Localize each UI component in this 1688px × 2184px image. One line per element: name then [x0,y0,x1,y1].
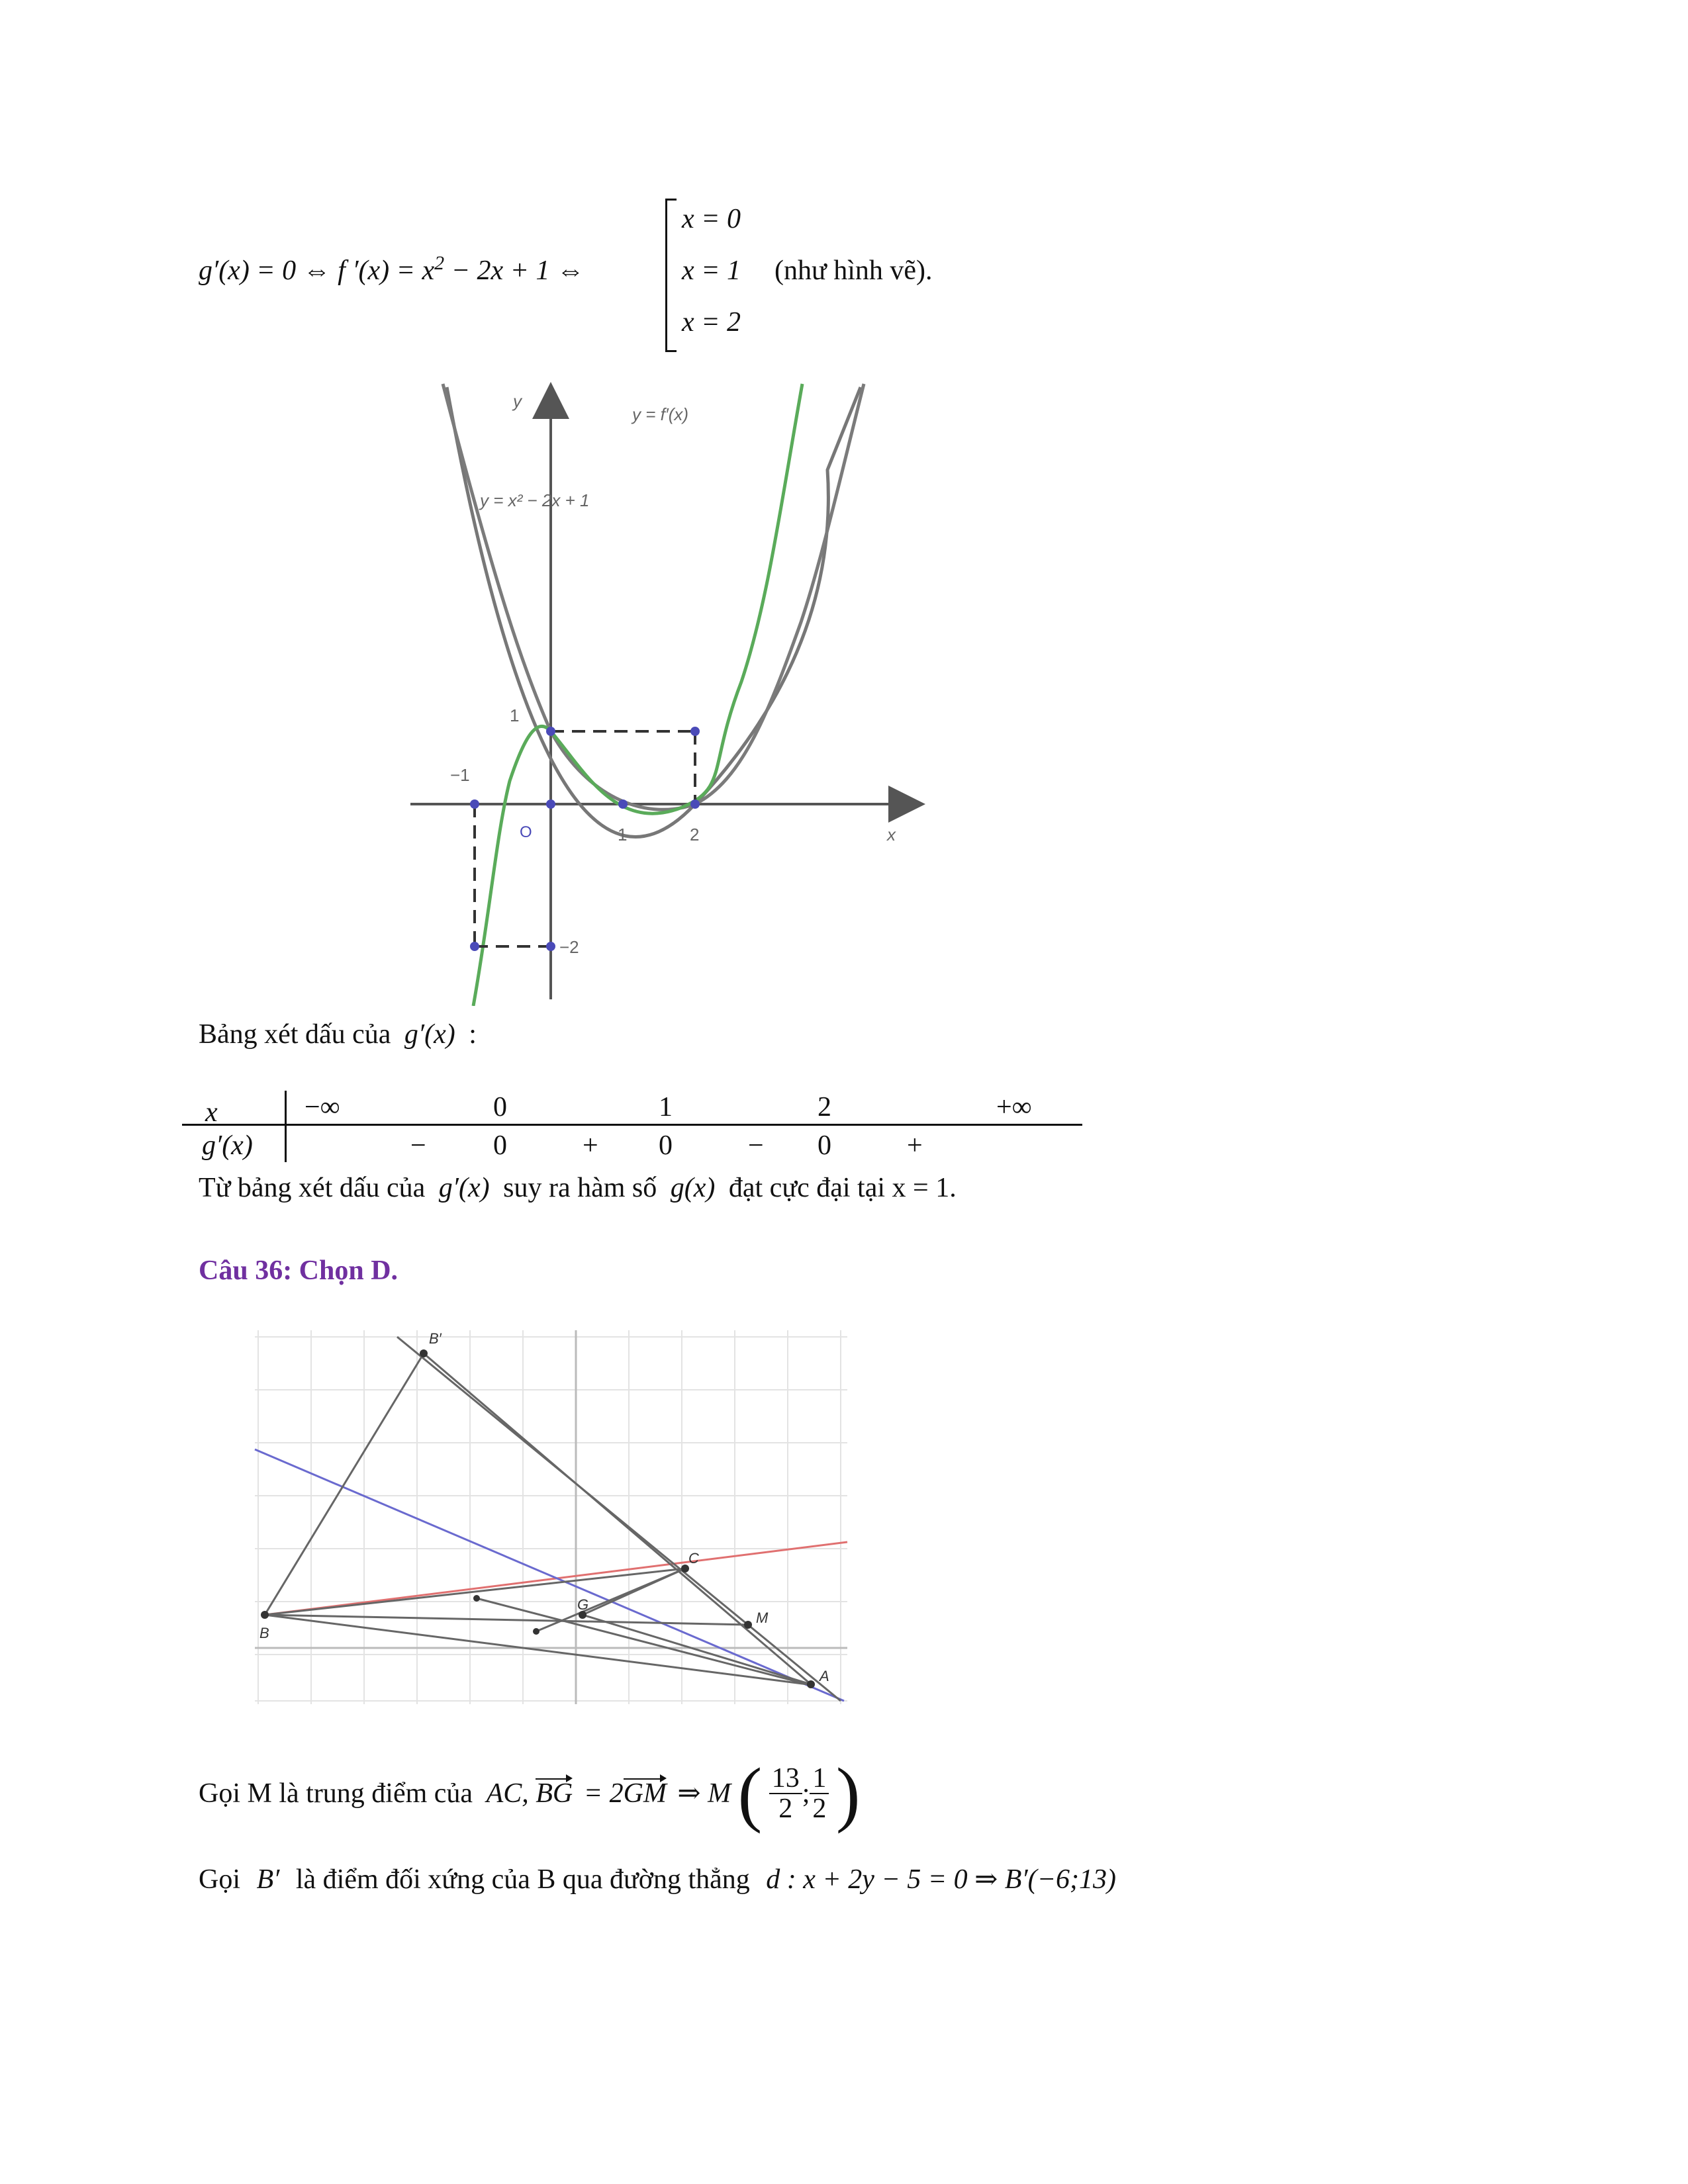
equation-gprime [199,251,585,287]
reflection-p1: Gọi [199,1864,240,1895]
sign-title-fn: g′(x) [404,1019,455,1050]
label-m: M [756,1610,769,1626]
tick-ym2: −2 [559,937,579,957]
tick-x1: 1 [618,825,628,844]
geometry-figure [245,1324,854,1707]
question-36-heading: Câu 36: Chọn D. [199,1255,399,1286]
point-2-0 [690,799,700,809]
parabola-curve [447,387,861,837]
table-vline [285,1091,287,1162]
sign-table-title [199,1018,477,1051]
row-gprime-label: g′(x) [202,1130,253,1161]
sign-1: − [410,1130,426,1161]
point-0-0 [546,799,555,809]
sign-title-suffix: : [469,1019,477,1050]
label-b: B [259,1625,269,1641]
zero-1: 0 [493,1130,507,1161]
zero-2: 0 [659,1130,673,1161]
x-0: 0 [493,1092,507,1122]
sign-2: + [583,1130,598,1161]
parabola-exact [443,384,864,809]
vector-bg: BG [536,1777,573,1810]
conclusion-fn2: g(x) [670,1173,716,1203]
equation-rhs: − 2x + 1 ⇔ [451,255,585,286]
point-1-0 [618,799,628,809]
conclusion-p1: Từ bảng xét dấu của [199,1173,426,1203]
fprime-label: y = f′(x) [632,404,689,424]
point-0-1 [546,727,555,736]
midpoint-text: Gọi M là trung điểm của [199,1778,473,1809]
midpoint-arrow: ⇒ M [677,1778,731,1809]
case-bracket [665,199,677,352]
construction-lines [265,1337,841,1701]
point-0-m2 [546,942,555,951]
function-graph [397,371,940,1006]
midpoint-line [199,1753,861,1834]
row-x-label: x [205,1097,218,1128]
sign-3: − [748,1130,764,1161]
reflection-bprime: B′ [256,1864,280,1895]
tick-x2: 2 [690,825,700,844]
x-minus-inf: −∞ [305,1092,340,1122]
origin-label: O [520,823,532,841]
label-c: C [688,1550,699,1567]
x-1: 1 [659,1092,673,1122]
tick-xm1: −1 [450,765,470,785]
paren-open: ( [737,1753,763,1834]
sign-4: + [907,1130,923,1161]
frac-13-2: $\frac{13}{2}$ [769,1764,802,1823]
points-2 [261,1349,815,1688]
sign-title-prefix: Bảng xét dấu của [199,1019,391,1050]
frac-sep: ; [802,1778,810,1809]
point-m1-0 [470,799,479,809]
case-x2: x = 2 [682,307,741,338]
equation-note: (như hình vẽ). [774,255,933,286]
reflection-line [199,1863,1116,1896]
midpoint-ac: AC, [486,1778,529,1809]
x-plus-inf: +∞ [996,1092,1032,1122]
label-g: G [577,1596,589,1613]
axis-x-label: x [887,825,896,844]
x-2: 2 [818,1092,831,1122]
conclusion-fn1: g′(x) [438,1173,490,1203]
conclusion-p2: suy ra hàm số [503,1173,657,1203]
tick-y1: 1 [510,705,520,725]
conclusion-text [199,1171,957,1205]
frac-1-2: $\frac{1}{2}$ [810,1764,829,1823]
paren-close: ) [835,1753,861,1834]
case-x0: x = 0 [682,204,741,234]
table-hline [182,1124,1082,1126]
label-bprime: B′ [429,1330,442,1347]
axis-y-label: y [513,391,522,411]
vector-gm: GM [624,1777,667,1810]
equation-lhs: g′(x) = 0 ⇔ f ′(x) = x [199,255,435,286]
midpoint-eq: = 2 [583,1778,624,1809]
parabola-label: y = x² − 2x + 1 [480,490,590,510]
sign-table [182,1091,1082,1163]
point-2-1 [690,727,700,736]
conclusion-p3: đạt cực đại tại x = 1. [728,1173,957,1203]
label-a: A [820,1668,829,1684]
reflection-p2: là điểm đối xứng của B qua đường thẳng [295,1864,750,1895]
zero-3: 0 [818,1130,831,1161]
point-m1-m2 [470,942,479,951]
equation-exponent: 2 [434,252,445,274]
reflection-math: d : x + 2y − 5 = 0 ⇒ B′(−6;13) [766,1864,1116,1895]
case-x1: x = 1 [682,255,741,286]
